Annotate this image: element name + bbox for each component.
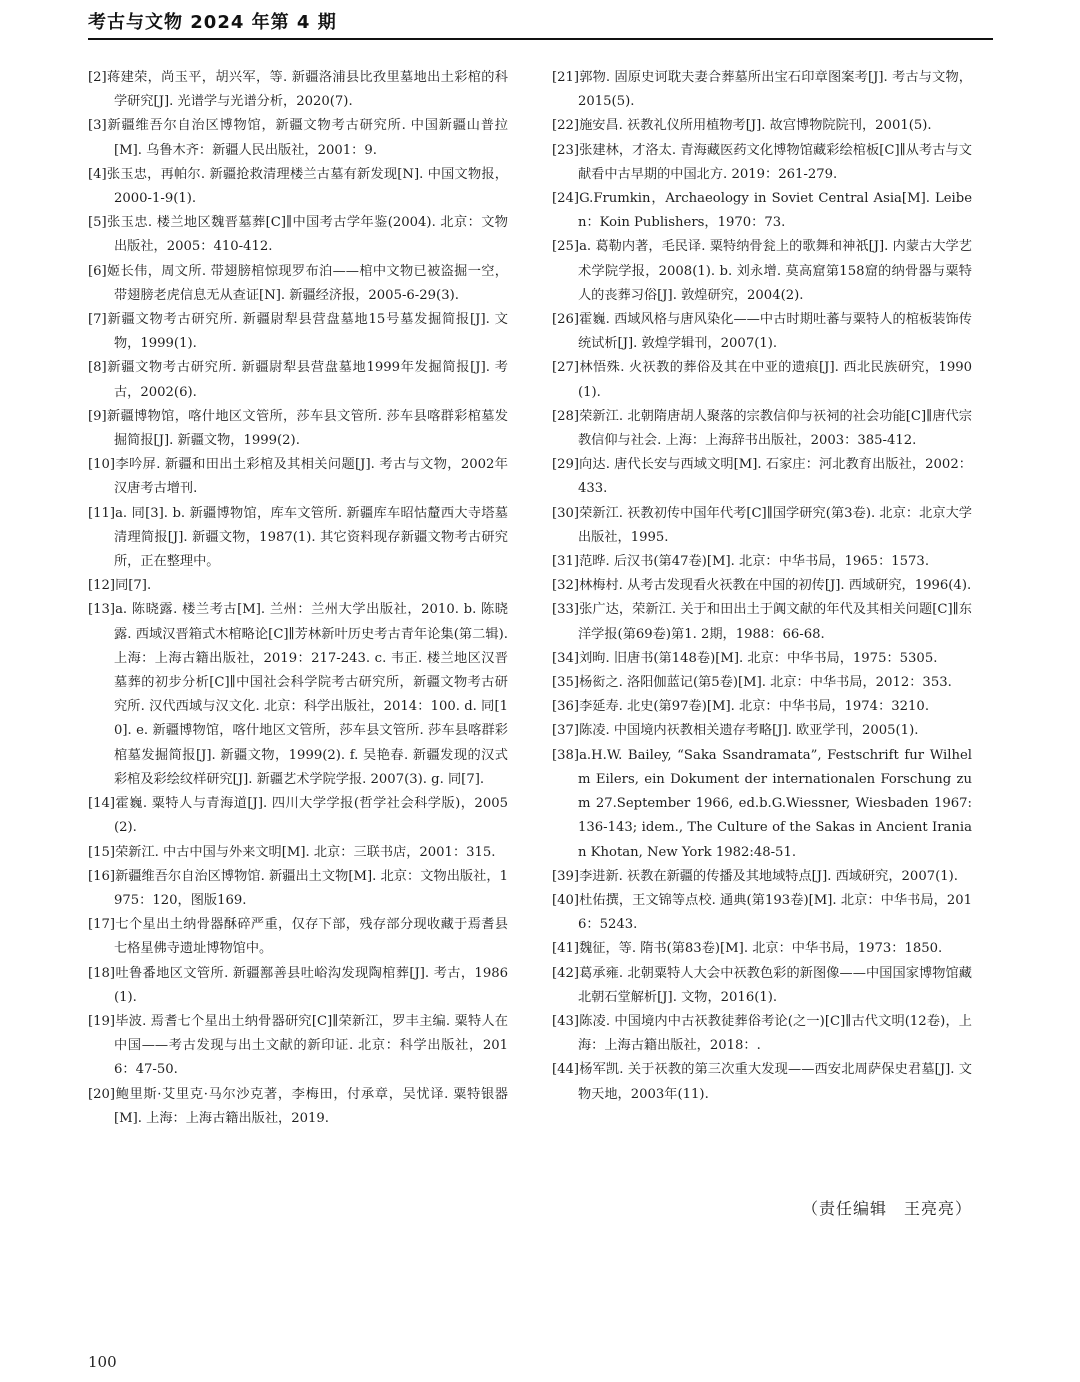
responsible-editor: （责任编辑 王亮亮） xyxy=(801,1199,972,1218)
reference-entry: [27]林悟殊. 火祆教的葬俗及其在中亚的遗痕[J]. 西北民族研究，1990(1). xyxy=(552,360,972,400)
reference-entry: [4]张玉忠，再帕尔. 新疆抢救清理楼兰古墓有新发现[N]. 中国文物报，2000-1-9(1). xyxy=(88,166,508,207)
reference-entry: [17]七个星出土纳骨器酥碎严重，仅存下部，残存部分现收藏于焉耆县七格星佛寺遗址博物馆中。 xyxy=(88,917,508,957)
journal-header: 考古与文物 2024 年第 4 期 xyxy=(88,12,337,33)
reference-entry: [35]杨衒之. 洛阳伽蓝记(第5卷)[M]. 北京：中华书局，2012：353. xyxy=(552,675,952,691)
reference-entry: [12]同[7]. xyxy=(88,578,152,594)
reference-entry: [14]霍巍. 粟特人与青海道[J]. 四川大学学报(哲学社会科学版)，2005(2). xyxy=(88,796,508,836)
reference-entry: [19]毕波. 焉耆七个星出土纳骨器研究[C]∥荣新江，罗丰主编. 粟特人在中国——考古发现与出土文献的新印证. 北京：科学出版社，2016：47-50. xyxy=(88,1013,508,1078)
references-right-column xyxy=(552,66,972,1107)
reference-entry: [21]郭物. 固原史诃耽夫妻合葬墓所出宝石印章图案考[J]. 考古与文物，2015(5). xyxy=(552,70,972,110)
reference-entry: [40]杜佑撰，王文锦等点校. 通典(第193卷)[M]. 北京：中华书局，2016：5243. xyxy=(552,892,972,933)
reference-entry: [31]范晔. 后汉书(第47卷)[M]. 北京：中华书局，1965：1573. xyxy=(552,554,930,570)
reference-entry: [34]刘昫. 旧唐书(第148卷)[M]. 北京：中华书局，1975：5305. xyxy=(552,650,938,666)
reference-entry: [33]张广达，荣新江. 关于和田出土于阗文献的年代及其相关问题[C]∥东洋学报(第69卷)第1. 2期，1988：66-68. xyxy=(552,602,972,642)
header-rule xyxy=(88,38,993,40)
reference-entry: [41]魏征，等. 隋书(第83卷)[M]. 北京：中华书局，1973：1850. xyxy=(552,941,943,957)
reference-entry: [26]霍巍. 西域风格与唐风染化——中古时期吐蕃与粟特人的棺板装饰传统试析[J]. 敦煌学辑刊，2007(1). xyxy=(552,312,972,352)
page-number: 100 xyxy=(88,1353,117,1371)
reference-entry: [42]葛承雍. 北朝粟特人大会中祆教色彩的新图像——中国国家博物馆藏北朝石堂解析[J]. 文物，2016(1). xyxy=(552,965,972,1005)
reference-entry: [30]荣新江. 祆教初传中国年代考[C]∥国学研究(第3卷). 北京：北京大学出版社，1995. xyxy=(552,505,972,545)
reference-entry: [13]a. 陈晓露. 楼兰考古[M]. 兰州：兰州大学出版社，2010. b. 陈晓露. 西域汉晋箱式木棺略论[C]∥芳林新叶历史考古青年论集(第二辑). 上海：上海古籍出版社，2019：217-243. c. 韦正. 楼兰地区汉晋墓葬的初步分析[C]∥中国社会科学院考古研究所，新疆文物考古研究所. 汉代西域与汉文化. 北京：科学出版社，2014：100. d. 同[10]. e. 新疆博物馆，喀什地区文管所，莎车县文管所. 莎车县喀群彩棺墓发掘简报[J]. 新疆文物，1999(2). f. 吴艳春. 新疆发现的汉式彩棺及彩绘纹样研究[J]. 新疆艺术学院学报. 2007(3). g. 同[7]. xyxy=(88,602,508,787)
reference-entry: [11]a. 同[3]. b. 新疆博物馆，库车文管所. 新疆库车昭怙釐西大寺塔墓清理简报[J]. 新疆文物，1987(1). 其它资料现存新疆文物考古研究所，正在整理中。 xyxy=(88,505,508,570)
reference-entry: [29]向达. 唐代长安与西域文明[M]. 石家庄：河北教育出版社，2002：433. xyxy=(552,457,972,497)
reference-entry: [18]吐鲁番地区文管所. 新疆鄯善县吐峪沟发现陶棺葬[J]. 考古，1986(1). xyxy=(88,965,508,1005)
reference-entry: [16]新疆维吾尔自治区博物馆. 新疆出土文物[M]. 北京：文物出版社，1975：120，图版169. xyxy=(88,868,508,908)
reference-entry: [39]李进新. 祆教在新疆的传播及其地域特点[J]. 西域研究，2007(1). xyxy=(552,868,958,884)
reference-entry: [9]新疆博物馆，喀什地区文管所，莎车县文管所. 莎车县喀群彩棺墓发掘简报[J]. 新疆文物，1999(2). xyxy=(88,408,508,449)
reference-entry: [24]G.Frumkin，Archaeology in Soviet Central Asia[M]. Leiben：Koin Publishers，1970：73. xyxy=(552,191,972,231)
reference-entry: [6]姬长伟，周文所. 带翅膀棺惊现罗布泊——棺中文物已被盗掘一空，带翅膀老虎信息无从查证[N]. 新疆经济报，2005-6-29(3). xyxy=(88,263,508,303)
reference-entry: [23]张建林，才洛太. 青海藏医药文化博物馆藏彩绘棺板[C]∥从考古与文献看中古早期的中国北方. 2019：261-279. xyxy=(552,142,972,182)
reference-entry: [44]杨军凯. 关于祆教的第三次重大发现——西安北周萨保史君墓[J]. 文物天地，2003年(11). xyxy=(552,1062,972,1102)
reference-entry: [32]林梅村. 从考古发现看火祆教在中国的初传[J]. 西域研究，1996(4). xyxy=(552,578,972,594)
reference-entry: [28]荣新江. 北朝隋唐胡人聚落的宗教信仰与祆祠的社会功能[C]∥唐代宗教信仰与社会. 上海：上海辞书出版社，2003：385-412. xyxy=(552,408,972,449)
reference-entry: [5]张玉忠. 楼兰地区魏晋墓葬[C]∥中国考古学年鉴(2004). 北京：文物出版社，2005：410-412. xyxy=(88,215,508,255)
reference-entry: [2]蒋建荣，尚玉平，胡兴军，等. 新疆洛浦县比孜里墓地出土彩棺的科学研究[J]. 光谱学与光谱分析，2020(7). xyxy=(88,70,508,110)
reference-entry: [10]李吟屏. 新疆和田出土彩棺及其相关问题[J]. 考古与文物，2002年汉唐考古增刊. xyxy=(88,457,508,497)
reference-entry: [22]施安昌. 祆教礼仪所用植物考[J]. 故宫博物院院刊，2001(5). xyxy=(552,118,932,134)
reference-entry: [20]鲍里斯·艾里克·马尔沙克著，李梅田，付承章，吴忧译. 粟特银器[M]. 上海：上海古籍出版社，2019. xyxy=(88,1086,508,1126)
reference-entry: [3]新疆维吾尔自治区博物馆，新疆文物考古研究所. 中国新疆山普拉[M]. 乌鲁木齐：新疆人民出版社，2001：9. xyxy=(88,118,508,158)
reference-entry: [7]新疆文物考古研究所. 新疆尉犁县营盘墓地15号墓发掘简报[J]. 文物，1999(1). xyxy=(88,312,508,352)
references-left-column xyxy=(88,66,508,1131)
reference-entry: [15]荣新江. 中古中国与外来文明[M]. 北京：三联书店，2001：315. xyxy=(88,844,496,860)
reference-entry: [8]新疆文物考古研究所. 新疆尉犁县营盘墓地1999年发掘简报[J]. 考古，2002(6). xyxy=(88,360,508,400)
reference-entry: [43]陈凌. 中国境内中古祆教徒葬俗考论(之一)[C]∥古代文明(12卷)，上海：上海古籍出版社，2018：. xyxy=(552,1013,972,1054)
reference-entry: [25]a. 葛勒内著，毛民译. 粟特纳骨瓮上的歌舞和神祇[J]. 内蒙古大学艺术学院学报，2008(1). b. 刘永增. 莫高窟第158窟的纳骨器与粟特人的丧葬习俗[J]. 敦煌研究，2004(2). xyxy=(552,239,972,303)
reference-entry: [37]陈凌. 中国境内祆教相关遗存考略[J]. 欧亚学刊，2005(1). xyxy=(552,723,919,739)
reference-entry: [38]a.H.W. Bailey, “Saka Ssandramata”, Festschrift fur Wilhelm Eilers, ein Dokument der internationalen Forschung zum 27.September 1966, ed.b.G.Wiessner, Wiesbaden 1967:136-143; idem., The Culture of the Sakas in Ancient Iranian Khotan, New York 1982:48-51. xyxy=(552,747,972,860)
reference-entry: [36]李延寿. 北史(第97卷)[M]. 北京：中华书局，1974：3210. xyxy=(552,699,930,715)
